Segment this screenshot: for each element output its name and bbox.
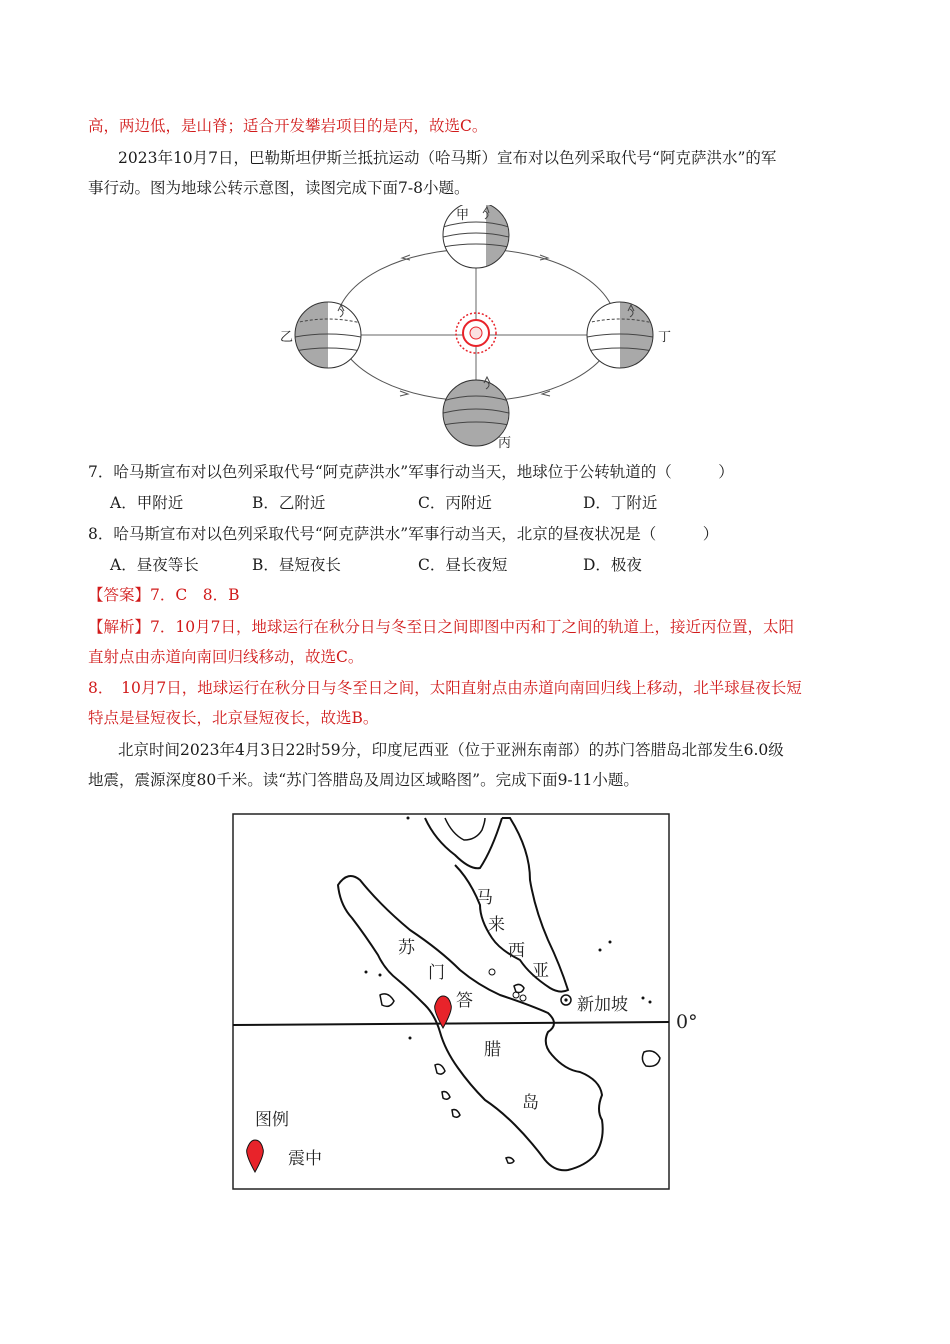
- q8-option-d: D．极夜: [583, 556, 642, 574]
- label-jia: 甲: [456, 208, 470, 223]
- singapore-label: 新加坡: [577, 995, 628, 1015]
- explanation-line1: 【解析】7．10月7日，地球运行在秋分日与冬至日之间即图中丙和丁之间的轨道上，接近丙位置，太阳: [88, 618, 794, 636]
- map-char-lai: 来: [488, 915, 505, 935]
- earth-jia: [440, 205, 526, 280]
- map-char-dao: 岛: [522, 1093, 539, 1113]
- sun-icon: [456, 313, 496, 353]
- q7-option-b: B．乙附近: [252, 494, 326, 512]
- earth-orbit-diagram: [280, 205, 680, 455]
- explanation-line2: 直射点由赤道向南回归线移动，故选C。: [88, 648, 364, 666]
- map-char-ya: 亚: [532, 961, 549, 981]
- answer-line: 【答案】7．C 8．B: [88, 586, 240, 604]
- earth-ding: [580, 295, 660, 375]
- label-bing: 丙: [498, 436, 512, 451]
- question-7: 7．哈马斯宣布对以色列采取代号“阿克萨洪水”军事行动当天，地球位于公转轨道的（ ）: [88, 463, 734, 481]
- prev-answer-tail: 高，两边低，是山脊；适合开发攀岩项目的是丙，故选C。: [88, 117, 488, 135]
- earth-yi: [290, 295, 370, 375]
- explanation-line4: 特点是昼短夜长，北京昼短夜长，故选B。: [88, 709, 379, 727]
- map-char-su: 苏: [398, 938, 415, 958]
- passage-9-11-line1: 北京时间2023年4月3日22时59分，印度尼西亚（位于亚洲东南部）的苏门答腊岛北部发生6.0级: [118, 741, 784, 759]
- legend-epicenter-label: 震中: [288, 1149, 322, 1169]
- q8-option-a: A．昼夜等长: [110, 556, 199, 574]
- explanation-line3: 8． 10月7日，地球运行在秋分日与冬至日之间，太阳直射点由赤道向南回归线上移动，北半球昼夜长短: [88, 679, 802, 697]
- passage-9-11-line2: 地震，震源深度80千米。读“苏门答腊岛及周边区域略图”。完成下面9-11小题。: [88, 771, 639, 789]
- singapore-marker: [561, 995, 571, 1005]
- question-8: 8．哈马斯宣布对以色列采取代号“阿克萨洪水”军事行动当天，北京的昼夜状况是（ ）: [88, 525, 719, 543]
- map-char-men: 门: [428, 963, 445, 983]
- equator-label: 0°: [676, 1011, 698, 1033]
- passage-7-8-line2: 事行动。图为地球公转示意图，读图完成下面7-8小题。: [88, 179, 470, 197]
- q7-option-d: D．丁附近: [583, 494, 658, 512]
- label-yi: 乙: [280, 330, 294, 345]
- map-char-xi: 西: [508, 941, 525, 961]
- q8-option-b: B．昼短夜长: [252, 556, 341, 574]
- q7-option-a: A．甲附近: [110, 494, 184, 512]
- q8-option-c: C．昼长夜短: [418, 556, 508, 574]
- q7-option-c: C．丙附近: [418, 494, 492, 512]
- label-ding: 丁: [658, 330, 672, 345]
- sumatra-map: [230, 810, 710, 1195]
- map-char-da: 答: [456, 991, 473, 1011]
- map-char-ma: 马: [476, 888, 493, 908]
- passage-7-8-line1: 2023年10月7日，巴勒斯坦伊斯兰抵抗运动（哈马斯）宣布对以色列采取代号“阿克萨洪水”的军: [118, 149, 777, 167]
- map-char-la: 腊: [484, 1040, 501, 1060]
- legend-title: 图例: [255, 1110, 289, 1130]
